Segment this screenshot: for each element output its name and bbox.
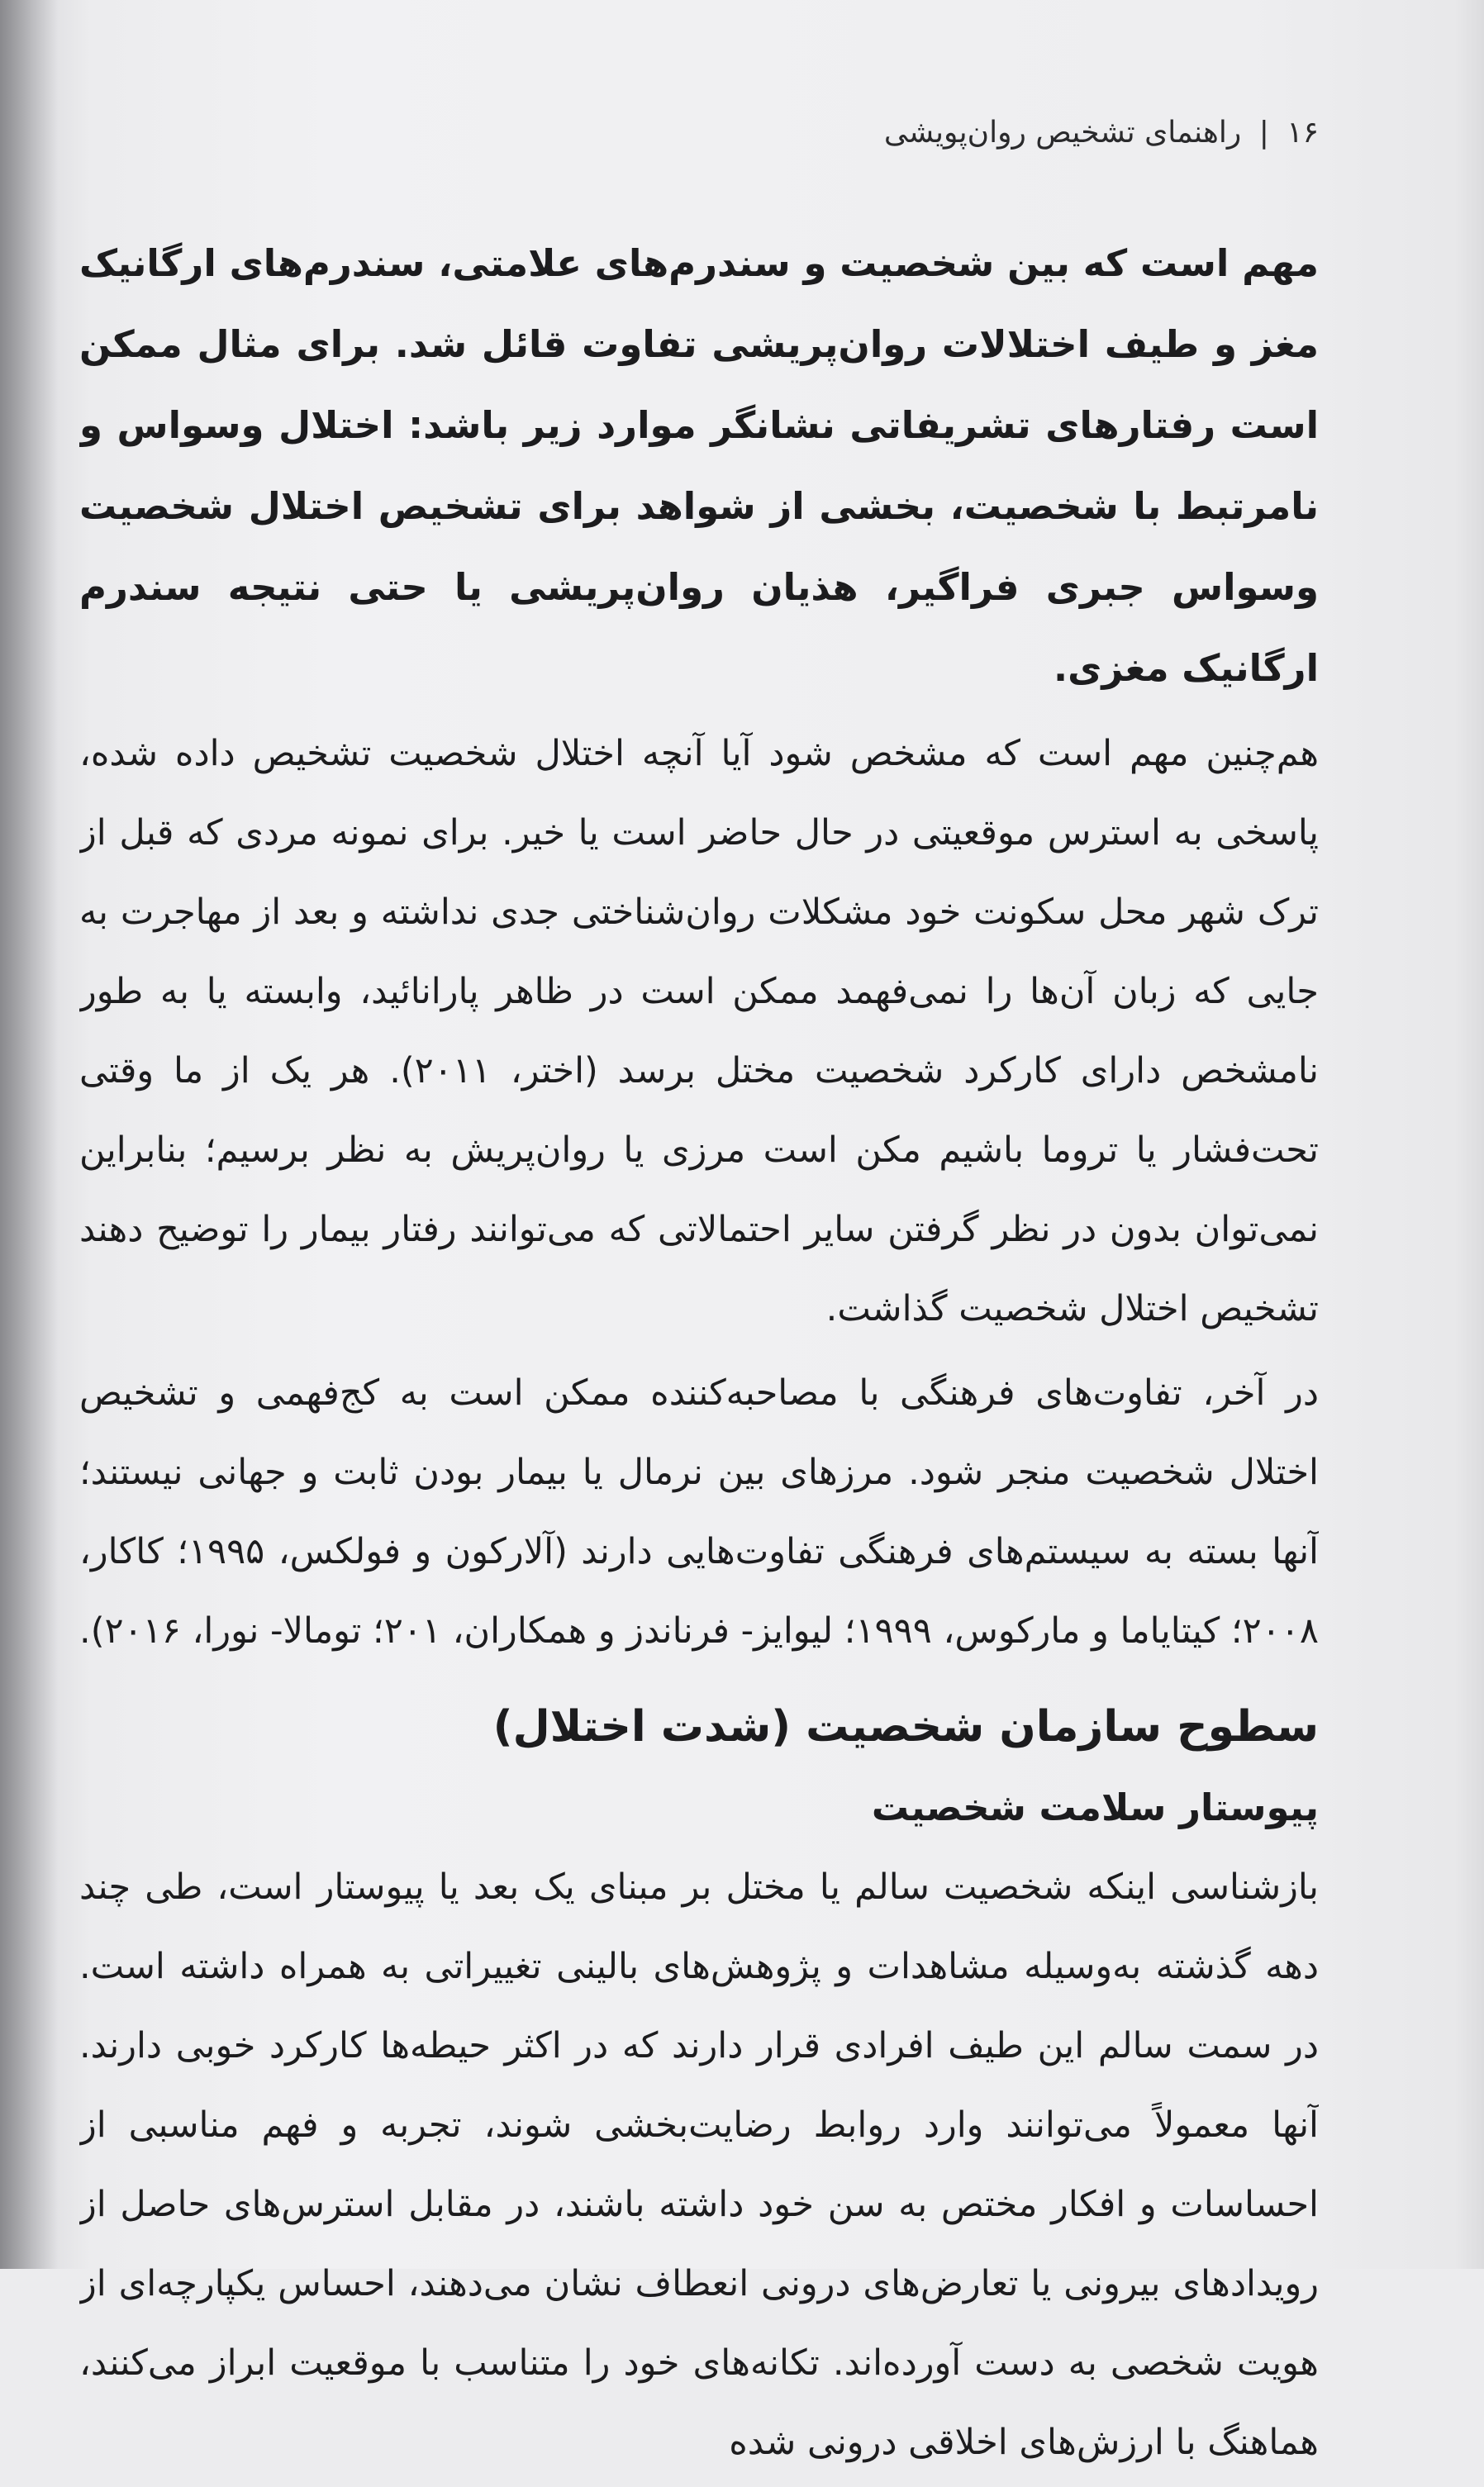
page-number: ۱۶ xyxy=(1287,116,1319,150)
section-heading: سطوح سازمان شخصیت (شدت اختلال) xyxy=(492,1702,1319,1752)
paragraph-bold-intro: مهم است که بین شخصیت و سندرم‌های علامتی، سندرم‌های ارگانیک مغز و طیف اختلالات روان‌پریشی تفاوت قائل شد. برای مثال ممکن است رفتارهای تشریفاتی نشانگر موارد زیر باشد: اختلال وسواس و نامرتبط با شخصیت، بخشی از شواهد برای تشخیص اختلال شخصیت وسواس جبری فراگیر، هذیان روان‌پریشی یا حتی نتیجه سندرم ارگانیک مغزی. xyxy=(79,241,1319,690)
paragraph-cultural-differences: در آخر، تفاوت‌های فرهنگی با مصاحبه‌کننده ممکن است به کج‌فهمی و تشخیص اختلال شخصیت منجر شود. مرزهای بین نرمال یا بیمار بودن ثابت و جهانی نیستند؛ آنها بسته به سیستم‌های فرهنگی تفاوت‌هایی دارند (آلارکون و فولکس، ۱۹۹۵؛ کاکار، ۲۰۰۸؛ کیتایاما و مارکوس، ۱۹۹۹؛ لیوایز- فرناندز و همکاران، ۲۰۱؛ تومالا- نورا، ۲۰۱۶). xyxy=(79,1372,1319,1652)
paragraph-situational-stress: هم‌چنین مهم است که مشخص شود آیا آنچه اختلال شخصیت تشخیص داده شده، پاسخی به استرس موقعیتی در حال حاضر است یا خیر. برای نمونه مردی که قبل از ترک شهر محل سکونت خود مشکلات روان‌شناختی جدی نداشته و بعد از مهاجرت به جایی که زبان آن‌ها را نمی‌فهمد ممکن است در ظاهر پارانائید، وابسته یا به طور نامشخص دارای کارکرد شخصیت مختل برسد (اختر، ۲۰۱۱). هر یک از ما وقتی تحت‌فشار یا تروما باشیم مکن است مرزی یا روان‌پریش به نظر برسیم؛ بنابراین نمی‌توان بدون در نظر گرفتن سایر احتمالاتی که می‌توانند رفتار بیمار را توضیح دهند تشخیص اختلال شخصیت گذاشت. xyxy=(79,733,1319,1329)
header-separator: | xyxy=(1258,116,1269,150)
paragraph-health-continuum: بازشناسی اینکه شخصیت سالم یا مختل بر مبنای یک بعد یا پیوستار است، طی چند دهه گذشته به‌وسیله مشاهدات و پژوهش‌های بالینی تغییراتی به همراه داشته است. در سمت سالم این طیف افرادی قرار دارند که در اکثر حیطه‌ها کارکرد خوبی دارند. آنها معمولاً می‌توانند وارد روابط رضایت‌بخشی شوند، تجربه و فهم مناسبی از احساسات و افکار مختص به سن خود داشته باشند، در مقابل استرس‌های حاصل از رویدادهای بیرونی یا تعارض‌های درونی انعطاف نشان می‌دهند، احساس یکپارچه‌ای از هویت شخصی به دست آورده‌اند. تکانه‌های خود را متناسب با موقعیت ابراز می‌کنند، هماهنگ با ارزش‌های اخلاقی درونی شده xyxy=(79,1866,1319,2463)
page-body xyxy=(79,223,1319,2487)
book-spine-shadow xyxy=(0,0,58,2269)
book-title: راهنمای تشخیص روان‌پویشی xyxy=(883,116,1242,150)
running-header xyxy=(884,116,1319,150)
subsection-heading: پیوستار سلامت شخصیت xyxy=(871,1786,1319,1829)
